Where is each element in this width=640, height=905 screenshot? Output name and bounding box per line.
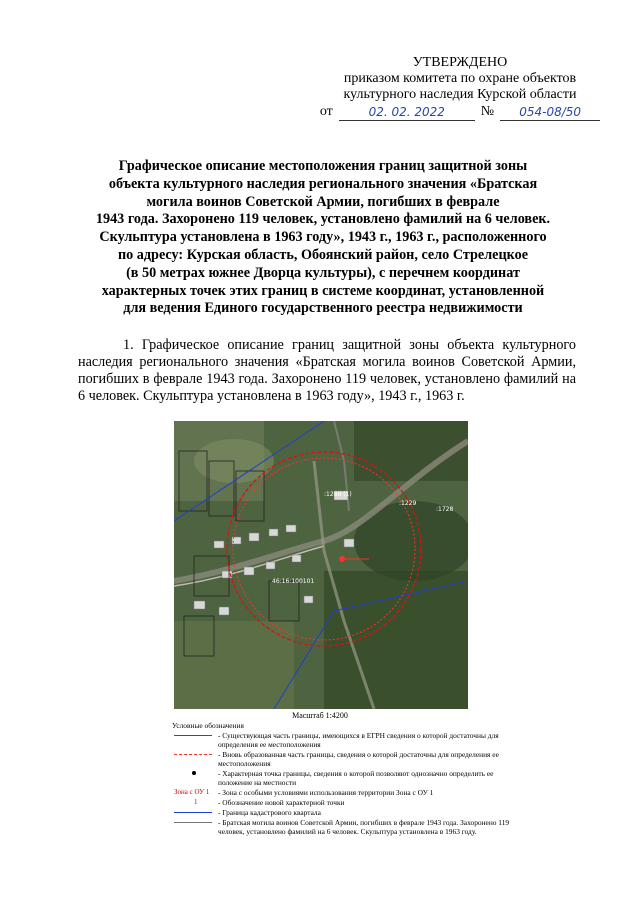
boundary-point-symbol [172, 769, 218, 778]
title-line: могила воинов Советской Армии, погибших в феврале [146, 193, 500, 210]
zone-symbol [172, 788, 218, 797]
title-line: характерных точек этих границ в системе координат, установленной [101, 282, 545, 299]
approval-line-2: культурного наследия Курской области [343, 87, 577, 102]
map-label: 46:16:100101 [272, 578, 315, 585]
approved-heading: УТВЕРЖДЕНО [412, 55, 508, 70]
approval-number: 054-08/50 [500, 104, 600, 121]
legend-item [172, 798, 522, 807]
quarter-boundary-symbol [172, 808, 218, 817]
map-label: :1288 (1) [324, 491, 352, 498]
legend-title: Условные обозначения [172, 721, 244, 730]
legend-item [172, 788, 522, 797]
title-line: для ведения Единого государственного реестра недвижимости [123, 300, 523, 317]
title-line: Графическое описание местоположения границ защитной зоны [118, 158, 528, 174]
legend-item [172, 750, 522, 768]
title-line: 1943 года. Захоронено 119 человек, установлено фамилий на 6 человек. [95, 211, 551, 228]
approval-date-row [310, 104, 610, 121]
new-point-label: 1 [194, 798, 198, 806]
map-canvas [174, 421, 468, 709]
approval-block [310, 55, 610, 121]
map-scale: Масштаб 1:4200 [292, 711, 348, 720]
title-line: по адресу: Курская область, Обоянский район, село Стрелецкое [117, 246, 529, 263]
legend-item [172, 769, 522, 787]
approval-date: 02. 02. 2022 [339, 104, 475, 121]
approval-line-1: приказом комитета по охране объектов [343, 71, 577, 86]
legend-text: - Характерная точка границы, сведения о которой позволяют однозначно определить ее положение на местности [218, 769, 494, 787]
number-prefix: № [480, 104, 495, 119]
date-prefix: от [319, 104, 333, 119]
legend-text: - Существующая часть границы, имеющихся в ЕГРН сведения о которой достаточны для определения ее местоположения [218, 731, 499, 749]
new-point-symbol [172, 798, 218, 807]
new-boundary-symbol [172, 750, 218, 759]
legend-text: - Граница кадастрового квартала [218, 808, 321, 817]
document-title [70, 158, 576, 318]
legend-text: - Обозначение новой характерной точки [218, 798, 345, 807]
legend-text: - Братская могила воинов Советской Армии, погибших в феврале 1943 года. Захоронено 119 человек, установлено фамилий на 6 человек. Скульптура установлена в 1963 году. [218, 818, 510, 836]
title-line: Скульптура установлена в 1963 году», 1943 г., 1963 г., расположенного [99, 229, 547, 246]
title-line: объекта культурного наследия регионального значения «Братская [108, 175, 538, 192]
legend-item [172, 808, 522, 817]
description-paragraph: 1. Графическое описание границ защитной зоны объекта культурного наследия регионального значения «Братская могила воинов Советской Армии, погибших в феврале 1943 года. Захоронено 119 человек, установлено фамилий на 6 человек. Скульптура установлена в 1963 году», 1943 г., 1963 г. [78, 337, 576, 404]
title-line: (в 50 метрах южнее Дворца культуры), с перечнем координат [126, 264, 520, 281]
legend-text: - Зона с особыми условиями использования территории Зона с ОУ 1 [218, 788, 434, 797]
legend-item [172, 731, 522, 749]
map-label: :1728 [436, 506, 454, 513]
legend-item [172, 818, 522, 836]
object-boundary-symbol [172, 818, 218, 827]
legend-text: - Вновь образованная часть границы, сведения о которой достаточны для определения ее местоположения [218, 750, 499, 768]
satellite-map [174, 421, 468, 709]
existing-boundary-symbol [172, 731, 218, 740]
legend [172, 721, 522, 836]
map-label: :1229 [399, 500, 417, 507]
zone-symbol-label: Зона с ОУ 1 [174, 788, 210, 796]
